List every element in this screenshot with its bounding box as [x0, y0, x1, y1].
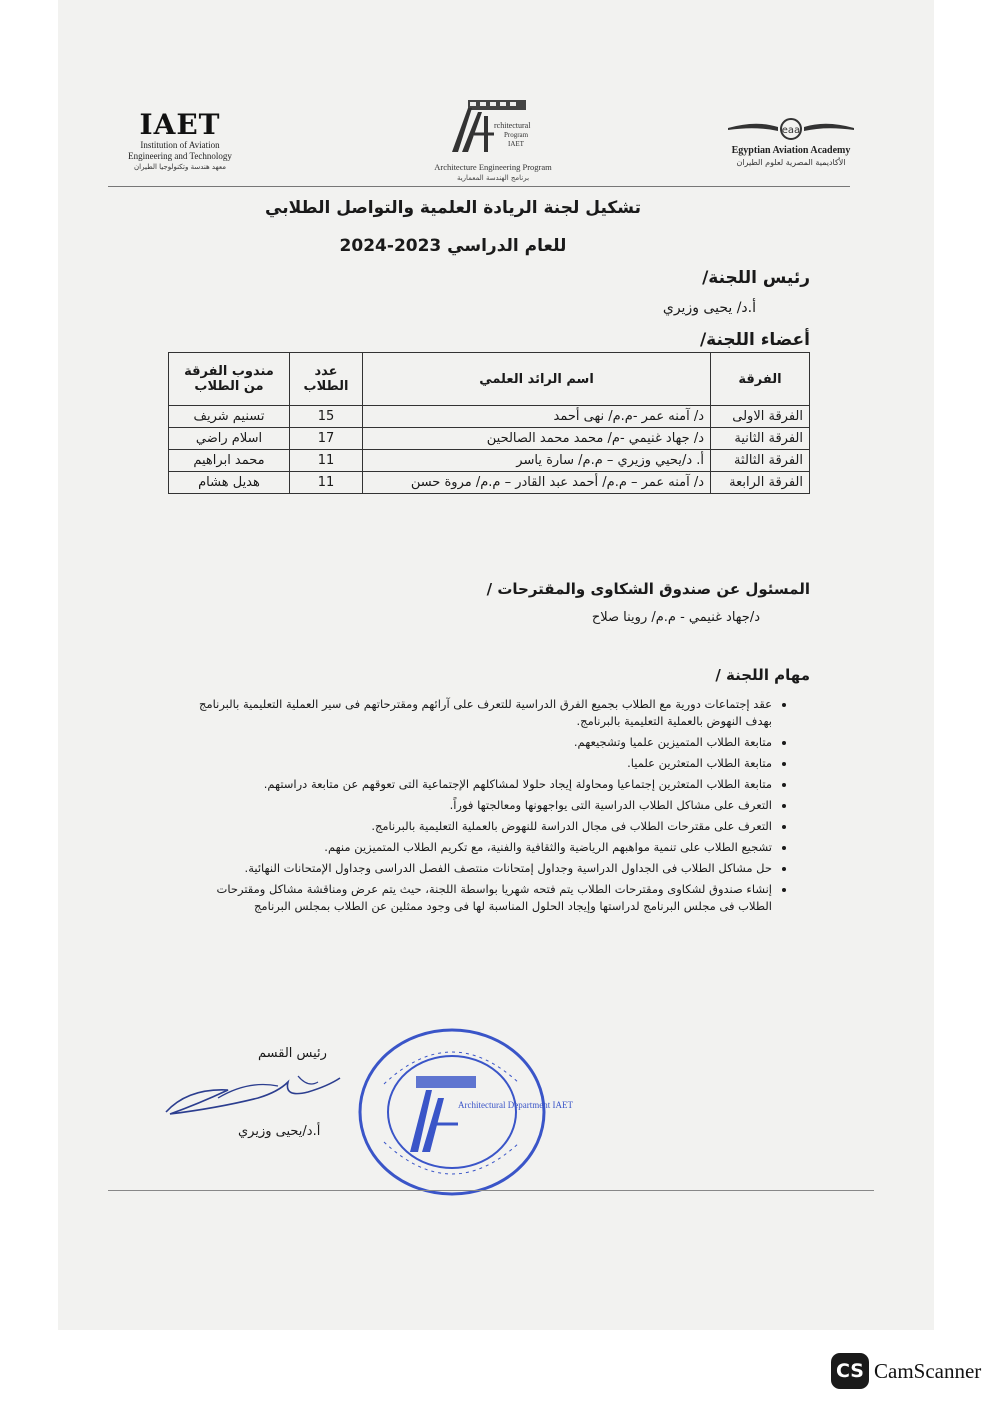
cell-advisor: د/ جهاد غنيمي -م/ محمد محمد الصالحين — [363, 428, 711, 450]
table-header-row — [169, 353, 810, 406]
tasks-list — [182, 696, 794, 919]
cell-rep: محمد ابراهيم — [169, 450, 290, 472]
building-emblem-icon — [438, 94, 548, 158]
cell-count: 15 — [290, 406, 363, 428]
list-item: • عقد إجتماعات دورية مع الطلاب بجميع الفرق الدراسية للتعرف على آرائهم ومقترحاتهم فى سير العملية التعليمية بالبرنامج بهدف النهوض بالعملية التعليمية بالبرنامج. — [182, 696, 772, 730]
eaa-logo-english: Egyptian Aviation Academy — [731, 145, 851, 156]
architecture-program-arabic: برنامج الهندسة المعمارية — [456, 174, 530, 182]
chair-heading: رئيس اللجنة/ — [702, 268, 810, 288]
document-title: تشكيل لجنة الريادة العلمية والتواصل الطلابي — [265, 198, 641, 218]
footer-divider — [108, 1190, 874, 1191]
handwritten-signature — [158, 1068, 348, 1124]
eaa-logo-arabic: الأكاديمية المصرية لعلوم الطيران — [736, 158, 846, 167]
svg-text:IAET: IAET — [508, 140, 524, 148]
column-header-count: عدد الطلاب — [290, 353, 363, 406]
camscanner-logo-icon: CS — [831, 1353, 869, 1389]
list-item: • التعرف على مقترحات الطلاب فى مجال الدراسة للنهوض بالعملية التعليمية بالبرنامج. — [182, 818, 772, 835]
iaet-logo — [120, 110, 240, 172]
iaet-logo-line2: Engineering and Technology — [128, 151, 232, 161]
complaints-heading: المسئول عن صندوق الشكاوى والمقترحات / — [486, 580, 810, 598]
signature-name: أ.د/يحيى وزيري — [238, 1124, 321, 1139]
list-item: • إنشاء صندوق لشكاوى ومقترحات الطلاب يتم فتحه شهريا بواسطة اللجنة، حيث يتم عرض ومناقشة مشاكل ومقترحات الطلاب فى مجلس البرنامج لدراستها وإيجاد الحلول المناسبة لها فى وجود ممثلين عن الطلاب بمجلس البرنامج — [182, 881, 772, 915]
column-header-year: الفرقة — [711, 353, 810, 406]
cell-rep: تسنيم شريف — [169, 406, 290, 428]
eaa-logo-mark: eaa — [781, 125, 801, 136]
document-subtitle: للعام الدراسي 2023-2024 — [339, 236, 567, 256]
official-stamp — [354, 1024, 573, 1200]
eaa-logo — [716, 118, 866, 168]
list-item: • متابعة الطلاب المتعثرين علميا. — [182, 755, 772, 772]
list-item: • حل مشاكل الطلاب فى الجداول الدراسية وجداول إمتحانات منتصف الفصل الدراسى وجداول الإمتحانات النهائية. — [182, 860, 772, 877]
cell-rep: اسلام راضي — [169, 428, 290, 450]
camscanner-label: CamScanner — [874, 1359, 982, 1383]
members-table — [168, 352, 810, 494]
signature-title: رئيس القسم — [258, 1046, 327, 1061]
iaet-logo-line1: Institution of Aviation — [140, 140, 220, 150]
cell-advisor: أ. د/يحيي وزيري – م.م/ سارة ياسر — [363, 450, 711, 472]
iaet-logo-mark: IAET — [139, 108, 221, 141]
architecture-program-logo — [418, 94, 568, 183]
cell-count: 11 — [290, 472, 363, 494]
cell-year: الفرقة الثالثة — [711, 450, 810, 472]
chair-name: أ.د/ يحيى وزيري — [662, 300, 756, 316]
complaints-names: د/جهاد غنيمي - م.م/ روينا صلاح — [591, 610, 760, 625]
header-divider — [108, 186, 850, 187]
cell-year: الفرقة الثانية — [711, 428, 810, 450]
cell-count: 11 — [290, 450, 363, 472]
list-item: • تشجيع الطلاب على تنمية مواهبهم الرياضية والثقافية والفنية، مع تكريم الطلاب المتميزين منهم. — [182, 839, 772, 856]
table-row — [169, 406, 810, 428]
cell-year: الفرقة الاولى — [711, 406, 810, 428]
column-header-rep: مندوب الفرقة من الطلاب — [169, 353, 290, 406]
cell-rep: هديل هشام — [169, 472, 290, 494]
cell-year: الفرقة الرابعة — [711, 472, 810, 494]
list-item: • التعرف على مشاكل الطلاب الدراسية التى يواجهونها ومعالجتها فوراً. — [182, 797, 772, 814]
stamp-inner-text: Architectural Department IAET — [458, 1100, 573, 1110]
table-row — [169, 450, 810, 472]
cell-count: 17 — [290, 428, 363, 450]
list-item: • متابعة الطلاب المتميزين علميا وتشجيعهم. — [182, 734, 772, 751]
cell-advisor: د/ آمنه عمر -م.م/ نهى أحمد — [363, 406, 711, 428]
column-header-advisor: اسم الرائد العلمي — [363, 353, 711, 406]
list-item: • متابعة الطلاب المتعثرين إجتماعيا ومحاولة إيجاد حلولا لمشاكلهم الإجتماعية التى تعوقهم عن متابعة دراستهم. — [182, 776, 772, 793]
tasks-heading: مهام اللجنة / — [715, 666, 810, 684]
svg-text:rchitectural: rchitectural — [494, 121, 531, 130]
scanned-page — [58, 0, 934, 1330]
members-heading: أعضاء اللجنة/ — [699, 330, 810, 350]
iaet-logo-arabic: معهد هندسة وتكنولوجيا الطيران — [134, 163, 226, 171]
table-row — [169, 472, 810, 494]
architecture-program-english: Architecture Engineering Program — [434, 162, 552, 172]
cell-advisor: د/ آمنه عمر – م.م/ أحمد عبد القادر – م.م/ مروة حسن — [363, 472, 711, 494]
svg-text:Program: Program — [504, 131, 529, 139]
table-row — [169, 428, 810, 450]
wings-emblem-icon — [726, 118, 856, 140]
